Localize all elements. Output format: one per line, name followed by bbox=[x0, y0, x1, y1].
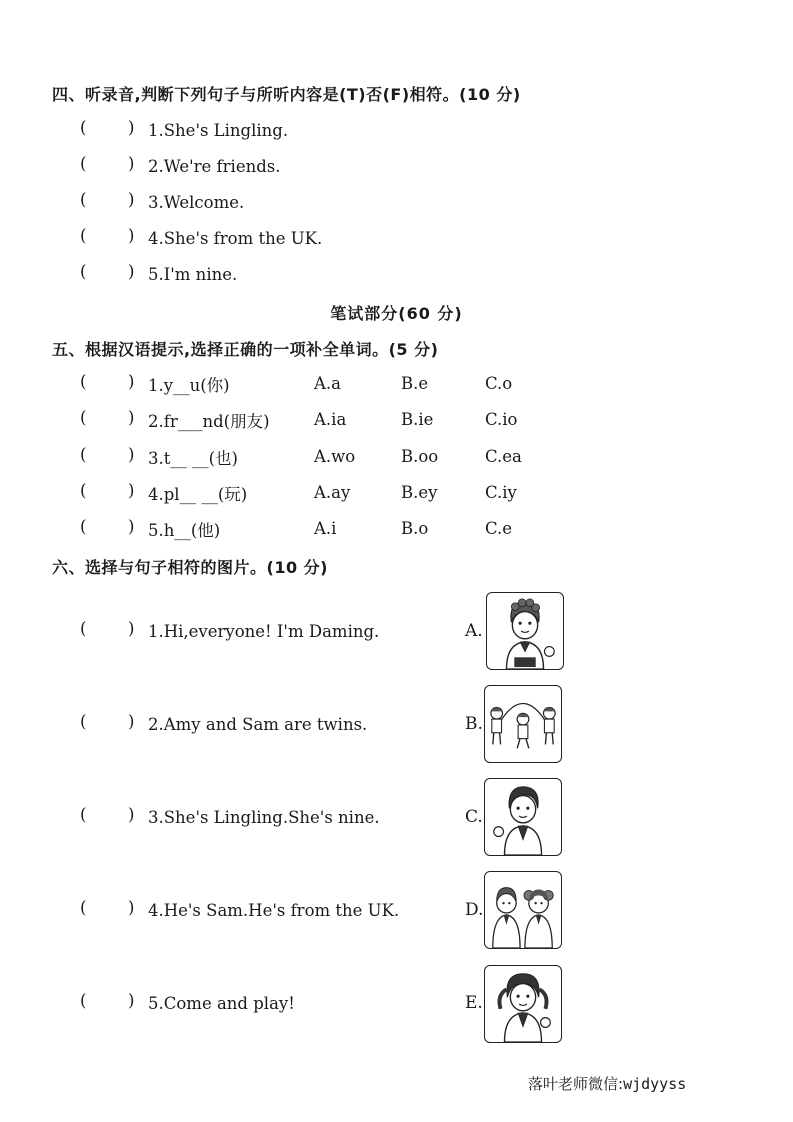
children-jump-rope-icon bbox=[485, 686, 561, 762]
picture-a-boy-curly-hair bbox=[486, 592, 564, 670]
option-c: C.io bbox=[485, 410, 518, 429]
section6-item-4: ( ) 4.He's Sam.He's from the UK. bbox=[80, 898, 400, 920]
option-a: A.i bbox=[314, 519, 337, 538]
section5-item-5: ( ) 5.h__(他) bbox=[80, 517, 221, 540]
section4-item-1: ( ) 1.She's Lingling. bbox=[80, 118, 289, 140]
footer-contact: 落叶老师微信:wjdyyss bbox=[528, 1075, 687, 1093]
picture-d-boy-and-girl bbox=[484, 871, 562, 949]
option-b: B.oo bbox=[401, 447, 439, 466]
section4-item-4: ( ) 4.She's from the UK. bbox=[80, 226, 323, 248]
section4-item-5: ( ) 5.I'm nine. bbox=[80, 262, 238, 284]
option-b: B.ey bbox=[401, 483, 438, 502]
boy-illustration-icon bbox=[487, 593, 563, 669]
written-part-title: 笔试部分(60 分) bbox=[330, 304, 463, 323]
section4-item-2: ( ) 2.We're friends. bbox=[80, 154, 281, 176]
section5-heading: 五、根据汉语提示,选择正确的一项补全单词。(5 分) bbox=[52, 340, 439, 359]
section6-item-2: ( ) 2.Amy and Sam are twins. bbox=[80, 712, 368, 734]
option-b: B.e bbox=[401, 374, 429, 393]
option-c: C.o bbox=[485, 374, 513, 393]
option-a: A.ia bbox=[314, 410, 347, 429]
section4-heading: 四、听录音,判断下列句子与所听内容是(T)否(F)相符。(10 分) bbox=[52, 85, 521, 104]
picture-label-a: A. bbox=[465, 621, 483, 641]
option-c: C.iy bbox=[485, 483, 517, 502]
picture-label-e: E. bbox=[465, 993, 483, 1013]
option-c: C.e bbox=[485, 519, 513, 538]
section4-item-3: ( ) 3.Welcome. bbox=[80, 190, 245, 212]
picture-label-b: B. bbox=[465, 714, 483, 734]
section6-item-3: ( ) 3.She's Lingling.She's nine. bbox=[80, 805, 380, 827]
picture-label-d: D. bbox=[465, 900, 484, 920]
boy-illustration-icon bbox=[485, 779, 561, 855]
option-a: A.wo bbox=[314, 447, 356, 466]
section5-item-3: ( ) 3.t__ __(也) bbox=[80, 445, 238, 468]
picture-b-children-playing bbox=[484, 685, 562, 763]
section5-item-2: ( ) 2.fr___nd(朋友) bbox=[80, 408, 270, 431]
twins-illustration-icon bbox=[485, 872, 561, 948]
section5-item-4: ( ) 4.pl__ __(玩) bbox=[80, 481, 248, 504]
picture-label-c: C. bbox=[465, 807, 483, 827]
picture-c-boy-neat-hair bbox=[484, 778, 562, 856]
picture-e-girl-ponytails bbox=[484, 965, 562, 1043]
option-b: B.o bbox=[401, 519, 429, 538]
option-a: A.ay bbox=[314, 483, 351, 502]
section6-item-5: ( ) 5.Come and play! bbox=[80, 991, 295, 1013]
option-a: A.a bbox=[314, 374, 341, 393]
option-b: B.ie bbox=[401, 410, 434, 429]
section6-heading: 六、选择与句子相符的图片。(10 分) bbox=[52, 558, 328, 577]
girl-illustration-icon bbox=[485, 966, 561, 1042]
section6-item-1: ( ) 1.Hi,everyone! I'm Daming. bbox=[80, 619, 380, 641]
option-c: C.ea bbox=[485, 447, 522, 466]
section5-item-1: ( ) 1.y__u(你) bbox=[80, 372, 230, 395]
